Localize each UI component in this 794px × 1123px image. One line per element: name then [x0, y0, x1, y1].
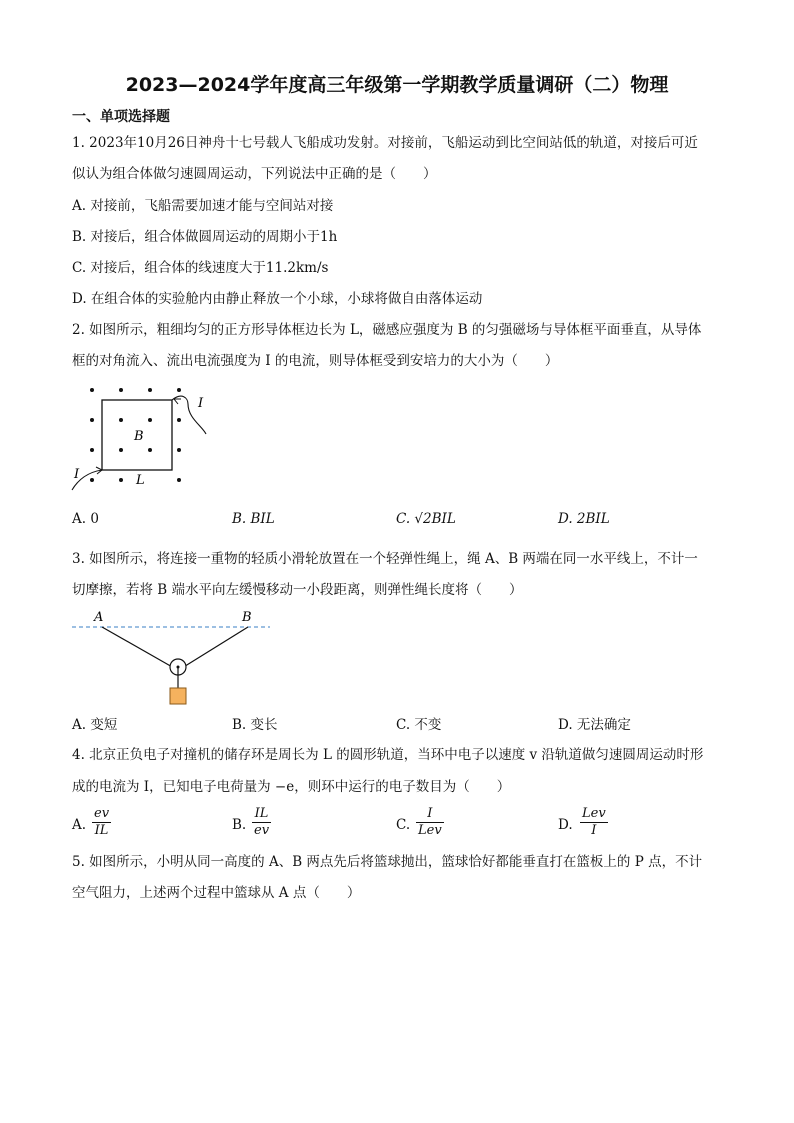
label-end-b: B	[242, 610, 252, 625]
q2-option-b: B. BIL	[232, 511, 275, 527]
q4-option-b-fraction	[252, 806, 271, 839]
rope-right	[182, 627, 248, 668]
q4-option-b-denominator: ev	[254, 823, 270, 838]
q1-option-b: B. 对接后，组合体做圆周运动的周期小于1h	[72, 229, 338, 245]
q2-option-c: C. √2BIL	[396, 511, 456, 527]
q3-line1: 3. 如图所示，将连接一重物的轻质小滑轮放置在一个轻弹性绳上，绳 A、B 两端在同一水平线上，不计一	[72, 551, 698, 567]
q4-option-d-label: D.	[558, 817, 573, 833]
label-end-a: A	[94, 610, 104, 625]
pulley-rope-figure	[70, 606, 275, 710]
q5-line1: 5. 如图所示，小明从同一高度的 A、B 两点先后将篮球抛出，篮球恰好都能垂直打在篮板上的 P 点，不计	[72, 854, 703, 870]
q1-line2: 似认为组合体做匀速圆周运动，下列说法中正确的是（ ）	[72, 166, 437, 182]
q4-option-c-denominator: Lev	[418, 823, 442, 838]
q4-option-c-numerator: I	[416, 806, 444, 823]
q3-line2: 切摩擦，若将 B 端水平向左缓慢移动一小段距离，则弹性绳长度将（ ）	[72, 582, 523, 598]
q2-option-d: D. 2BIL	[558, 511, 610, 527]
q1-option-d: D. 在组合体的实验舱内由静止释放一个小球，小球将做自由落体运动	[72, 291, 483, 307]
q2-line2: 框的对角流入、流出电流强度为 I 的电流，则导体框受到安培力的大小为（ ）	[72, 353, 559, 369]
magnetic-field-square-figure	[70, 378, 210, 493]
q4-option-b-numerator: IL	[252, 806, 271, 823]
rope-left	[102, 627, 174, 668]
section-heading: 一、单项选择题	[72, 109, 170, 125]
label-side-length: L	[136, 473, 145, 488]
q4-option-c-label: C.	[396, 817, 411, 833]
label-current-in: I	[74, 467, 80, 482]
q4-option-d-denominator: I	[591, 823, 597, 838]
q1-line1: 1. 2023年10月26日神舟十七号载人飞船成功发射。对接前，飞船运动到比空间站低的轨道，对接后可近	[72, 135, 698, 151]
q4-option-a-numerator: ev	[94, 806, 110, 821]
q4-option-d-numerator: Lev	[582, 806, 606, 821]
page-title: 2023—2024学年度高三年级第一学期教学质量调研（二）物理	[125, 74, 669, 96]
q5-line2: 空气阻力，上述两个过程中篮球从 A 点（ ）	[72, 885, 361, 901]
q3-option-b: B. 变长	[232, 717, 278, 733]
q4-line2: 成的电流为 I，已知电子电荷量为 −e，则环中运行的电子数目为（ ）	[72, 779, 511, 795]
q4-option-c-fraction	[416, 806, 444, 839]
q4-option-a-label: A.	[72, 817, 87, 833]
q4-option-b-label: B.	[232, 817, 247, 833]
weight-block	[170, 688, 186, 704]
q1-option-a: A. 对接前，飞船需要加速才能与空间站对接	[72, 198, 334, 214]
label-field-b: B	[134, 429, 144, 444]
label-current-out: I	[198, 396, 204, 411]
q1-option-c: C. 对接后，组合体的线速度大于11.2km/s	[72, 260, 329, 276]
q3-option-a: A. 变短	[72, 717, 118, 733]
q3-option-d: D. 无法确定	[558, 717, 631, 733]
q4-option-d-fraction	[580, 806, 608, 839]
q2-option-a: A. 0	[72, 511, 99, 527]
q4-option-a-fraction	[92, 806, 111, 839]
q3-option-c: C. 不变	[396, 717, 442, 733]
q4-option-a-denominator: IL	[94, 823, 109, 838]
q2-line1: 2. 如图所示，粗细均匀的正方形导体框边长为 L，磁感应强度为 B 的匀强磁场与导体框平面垂直，从导体	[72, 322, 702, 338]
q4-line1: 4. 北京正负电子对撞机的储存环是周长为 L 的圆形轨道，当环中电子以速度 v 沿轨道做匀速圆周运动时形	[72, 747, 704, 763]
